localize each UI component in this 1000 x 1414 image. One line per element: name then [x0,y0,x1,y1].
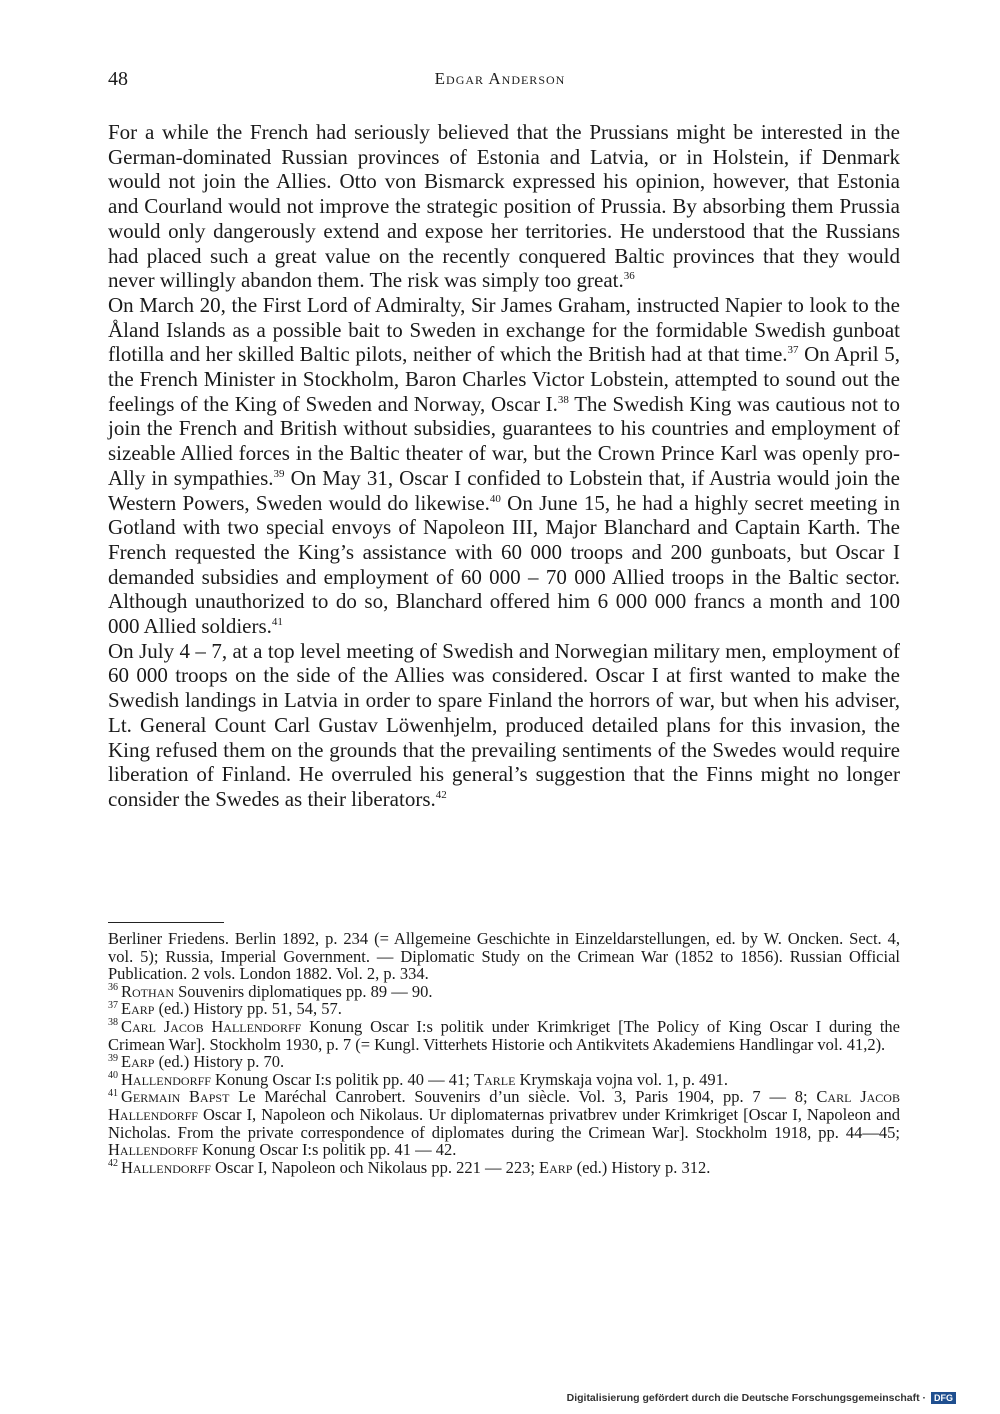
paragraph-1-text: For a while the French had seriously believed that the Prussians might be interested in the German-dominated Russian provinces of Estonia and Latvia, or in Holstein, if Denmark would not join the Allies. Otto von Bismarck expressed his opinion, however, that Estonia and Courland would not improve the strategic position of Prussia. By absorbing them Prussia would only dangerously extend and expose her territories. He understood that the Russians had placed such a great value on the recently conquered Baltic provinces that they would never willingly abandon them. The risk was simply too great. [108,120,900,293]
footnote-divider [108,922,224,923]
footnote-text: Krymskaja vojna vol. 1, p. 491. [515,1069,729,1089]
footnote-number: 42 [108,1158,118,1170]
footnote-40 [108,1071,900,1089]
footnote-text: Konung Oscar I:s politik under Krimkriget [The Policy of King Oscar I during the Crimean War]. Stockholm 1930, p. 7 (= Kungl. Vitterhets Historie och Antikvitets Akademiens Handlingar vol. 41,2). [108,1016,900,1054]
paragraph-2-sentence-5: On June 15, he had a highly secret meeting in Gotland with two special envoys of Napoleon III, Major Blanchard and Captain Karth. The French requested the King’s assistance with 60 000 troops and 200 gunboats, but Oscar I demanded subsidies and employment of 60 000 – 70 000 Allied troops in the Baltic sector. Although unauthorized to do so, Blanchard offered him 6 000 000 francs a month and 100 000 Allied soldiers. [108,490,900,639]
paragraph-2-sentence-3: The Swedish King was cautious not to join the French and British without subsidies, guarantees to his countries and employment of sizeable Allied forces in the Baltic theater of war, but the Crown Prince Karl was openly pro-Ally in sympathies. [108,391,900,490]
paragraph-2-sentence-2: On April 5, the French Minister in Stockholm, Baron Charles Victor Lobstein, attempted to sound out the feelings of the King of Sweden and Norway, Oscar I. [108,342,900,416]
body-text [108,120,900,812]
digitization-credit [567,1392,956,1404]
paragraph-3-text: On July 4 – 7, at a top level meeting of Swedish and Norwegian military men, employment of 60 000 troops on the side of the Allies was considered. Oscar I at first wanted to make the Swedish landings in Latvia in order to spare Finland the horrors of war, but when his adviser, Lt. General Count Carl Gustav Löwenhjelm, produced detailed plans for this invasion, the King refused them on the grounds that the prevailing sentiments of the Swedes would require liberation of Finland. He overruled his general’s suggestion that the Finns might no longer consider the Swedes as their liberators. [108,638,900,811]
digitization-credit-text: Digitalisierung gefördert durch die Deutsche Forschungsgemeinschaft · [566,1392,926,1404]
footnote-38 [108,1018,900,1053]
dfg-logo: DFG [931,1392,956,1404]
footnote-author: Earp [121,1052,155,1072]
footnote-number: 36 [108,982,118,994]
paragraph-3 [108,639,900,812]
footnote-text: Konung Oscar I:s politik pp. 40 — 41; [210,1069,474,1089]
footnote-author: Hallendorff [121,1157,211,1177]
paragraph-2 [108,293,900,639]
footnote-36 [108,983,900,1001]
footnote-author: Earp [121,999,155,1019]
page-number: 48 [108,68,128,90]
footnote-text: Oscar I, Napoleon och Nikolaus. Ur diplomaternas privatbrev under Krimkriget [Oscar I, Napoleon and Nicholas. From the private correspondence of diplomates during the Crimean War]. Stockholm 1918, pp. 44—45; [108,1104,900,1142]
footnote-author: Hallendorff [121,1069,211,1089]
footnote-ref-41[interactable]: 41 [271,616,283,629]
footnote-author: Hallendorff [108,1140,198,1160]
footnote-author: Carl Jacob Hallendorff [108,1087,900,1124]
footnote-number: 38 [108,1017,118,1029]
footnote-author: Tarle [474,1069,516,1089]
footnote-ref-40[interactable]: 40 [489,492,501,505]
footnote-ref-42[interactable]: 42 [435,788,447,801]
footnote-number: 40 [108,1070,118,1082]
footnote-text: Konung Oscar I:s politik pp. 41 — 42. [197,1140,457,1160]
paragraph-2-sentence-4: On May 31, Oscar I confided to Lobstein that, if Austria would join the Western Powers, Sweden would do likewise. [108,465,900,515]
paragraph-1 [108,120,900,293]
footnote-41 [108,1088,900,1158]
footnote-39 [108,1053,900,1071]
footnotes [108,930,900,1176]
footnote-author: Rothan [121,981,174,1001]
footnote-text: Oscar I, Napoleon och Nikolaus pp. 221 — 223; [210,1157,540,1177]
footnote-text: Souvenirs diplomatiques pp. 89 — 90. [174,981,433,1001]
footnote-text: (ed.) History pp. 51, 54, 57. [154,999,342,1019]
footnote-author: Carl Jacob Hallendorff [121,1016,302,1036]
footnote-number: 41 [108,1087,118,1099]
footnote-number: 37 [108,999,118,1011]
paragraph-2-sentence-1: On March 20, the First Lord of Admiralty, Sir James Graham, instructed Napier to look to the Åland Islands as a possible bait to Sweden in exchange for the formidable Swedish gunboat flotilla and her skilled Baltic pilots, neither of which the British had at that time. [108,292,900,367]
footnote-37 [108,1000,900,1018]
footnote-text: Le Maréchal Canrobert. Souvenirs d’un siècle. Vol. 3, Paris 1904, pp. 7 — 8; [229,1087,817,1107]
footnote-author: Germain Bapst [121,1087,230,1107]
footnote-ref-38[interactable]: 38 [557,393,569,406]
footnote-author: Earp [539,1157,573,1177]
footnote-text: (ed.) History p. 70. [154,1052,285,1072]
running-title: Edgar Anderson [434,69,566,88]
footnote-number: 39 [108,1052,118,1064]
footnote-42 [108,1159,900,1177]
footnote-ref-36[interactable]: 36 [623,270,635,283]
footnote-ref-39[interactable]: 39 [273,467,285,480]
footnote-continued: Berliner Friedens. Berlin 1892, p. 234 (= Allgemeine Geschichte in Einzeldarstellungen, ed. by W. Oncken. Sect. 4, vol. 5); Russia, Imperial Government. — Diplomatic Study on the Crimean War (1852 to 1856). Russian Official Publication. 2 vols. London 1882. Vol. 2, p. 334. [108,929,900,984]
footnote-ref-37[interactable]: 37 [787,344,799,357]
footnote-text: (ed.) History p. 312. [572,1157,711,1177]
